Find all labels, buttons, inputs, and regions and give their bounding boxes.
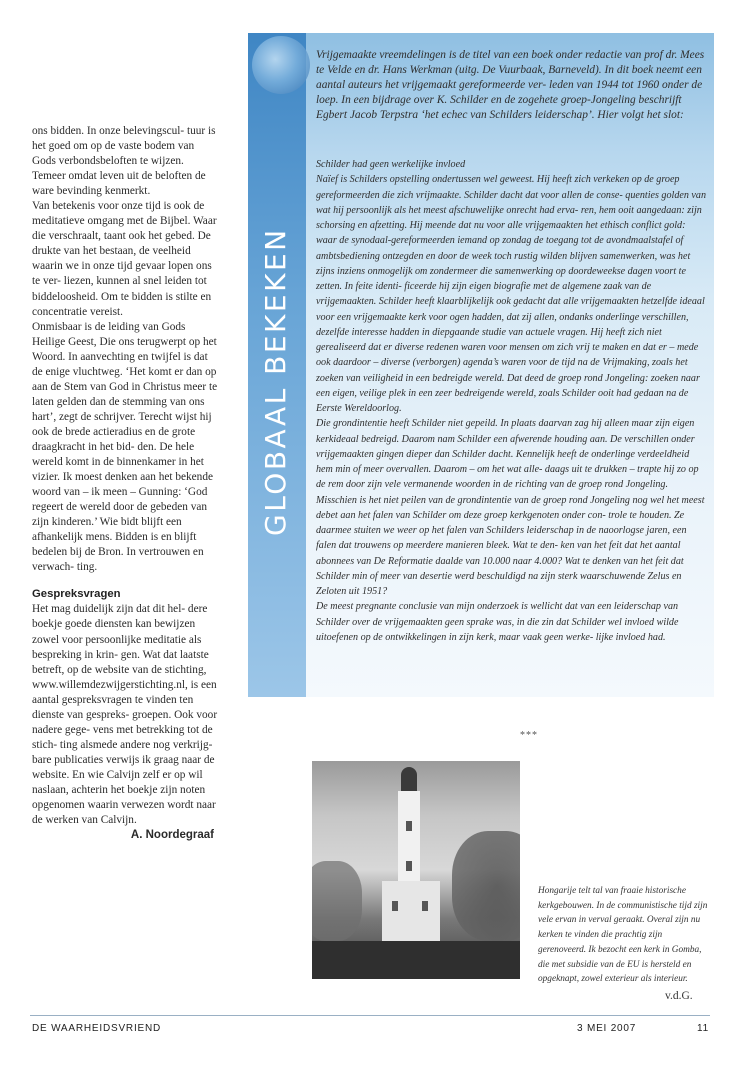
article-paragraph-4: De meest pregnante conclusie van mijn onderzoek is wellicht dat van een leiderschap van Schilder over de vrijgemaakten geen sprake was, in die zin dat Schilder wel invloed wilde uitoefenen op de ontwikkelingen in zijn kerk, maar vaak geen werke- lijke invloed had. xyxy=(316,601,679,643)
section-label: GLOBAAL BEKEKEN xyxy=(259,227,292,536)
footer-date: 3 MEI 2007 xyxy=(577,1023,637,1034)
left-column xyxy=(32,124,218,843)
left-paragraph-3: Onmisbaar is de leiding van Gods Heilige Geest, Die ons terugwerpt op het Woord. In aanvechting en twijfel is dat de enige vluchtweg. ‘Het komt er dan op aan de Stem van God in Christus meer te laten gelden dan de stemming van ons hart’, zegt de schrijver. Terecht wijst hij ook de brede actieradius en de grote draagkracht in het bid- den. De hele wereld komt in de binnenkamer in het vizier. Ik moest denken aan het bekende woord van – ik meen – Gunning: ‘God regeert de wereld door de gebeden van zijn kinderen.’ Wie bidt blijft een afhankelijk mens. Bidden is en blijft bedelen bij de Bron. In vertrouwen en verwach- ting. xyxy=(32,320,218,574)
article-body xyxy=(316,157,708,645)
ground xyxy=(312,941,520,979)
article-paragraph-3: Misschien is het niet peilen van de grondintentie van de groep rond Jongeling nog wel het meest debet aan het falen van Schilder om deze groep kerkgenoten onder con- trole te houden. Ze daarmee stuiten we weer op het falen van Schilders leiderschap in de naoorlogse jaren, een falen dat trouwens op meerdere manieren bleek. Wat te den- ken van het feit dat het aantal abonnees van De Reformatie daalde van 10.000 naar 4.000? Wat te denken van het feit dat Schilder min of meer van desertie werd beschuldigd na zijn sterk waarschuwende Zelus en Zeloten uit 1951? xyxy=(316,494,705,597)
church-nave xyxy=(382,881,440,943)
footer-rule xyxy=(30,1015,710,1016)
tree-left xyxy=(312,861,362,941)
left-paragraph-2: Van betekenis voor onze tijd is ook de meditatieve omgang met de Bijbel. Waar die verschraalt, taant ook het gebed. De drukte van het bestaan, de veelheid waarin we in onze tijd gevaar lopen ons te ver- liezen, kunnen al snel leiden tot biddeloosheid. Om te bidden is stilte en concentratie vereist. xyxy=(32,200,217,318)
tower-window xyxy=(406,821,412,831)
footer-publication: DE WAARHEIDSVRIEND xyxy=(32,1023,162,1034)
article-paragraph-1: Naïef is Schilders opstelling ondertussen wel geweest. Hij heeft zich verkeken op de groep gereformeerden die zich vrijmaakte. Schilder dacht dat voor allen de conse- quenties golden van wat hij persoonlijk als het meest afschuwelijke onrecht had erva- ren, hem ooit aangedaan: zijn schorsing en afzetting. Hij meende dat nu voor alle vrijgemaakten het ethisch conflict gold: waar de synodaal-gereformeerden iemand op zondag de toegang tot de avondmaalstafel of ambtsbediening ontzegden en door de week toch rustig wilden blijven samenwerken, was het zijns inziens onmogelijk om zondermeer die samenwerking op doordeweekse dagen voort te zetten. In feite identi- ficeerde hij zijn eigen biografie met de algemene zaak van de vrijgemaakten. Schilder heeft klaarblijkelijk ook gedacht dat alle vrijgemaakten hetzelfde ideaal voor een vrijgemaakte kerk voor ogen hadden, dat zij allen, ondanks onderlinge verschillen, dezelfde interesse hadden in diepgaande studie van actuele vragen. Hij heeft zich niet gerealiseerd dat er diverse redenen waren voor mensen om zich vrij te maken en dat er – mede ook daardoor – diverse (verborgen) agenda’s waren voor de tijd na de Vrijmaking, zoals het zoeken van veiligheid in een bedreigde wereld. Dat deed de groep rond Jongeling: zoeken naar een eigen, veilige plek in een zeer bedreigende wereld, zoals Schilder ooit had gedaan na de Eerste Wereldoorlog. xyxy=(316,174,706,414)
tower-window xyxy=(406,861,412,871)
church-photo xyxy=(312,761,520,979)
discussion-questions-heading: Gespreksvragen xyxy=(32,588,121,601)
caption-text: Hongarije telt tal van fraaie historische kerkgebouwen. In de communistische tijd zijn vele ervan in verval geraakt. Overal zijn nu kerken te vinden die prachtig zijn gerenoveerd. Ik bezocht een kerk in Gomba, die met subsidie van de EU is hersteld en opgeknapt, zowel exterieur als interieur. xyxy=(538,886,708,985)
nave-window xyxy=(392,901,398,911)
globe-icon xyxy=(252,36,310,94)
photo-caption xyxy=(538,884,708,987)
footer-page-number: 11 xyxy=(697,1023,709,1034)
section-separator: *** xyxy=(520,730,538,741)
author-initials: v.d.G. xyxy=(665,990,693,1002)
left-paragraph-4: Het mag duidelijk zijn dat dit hel- dere boekje goede diensten kan bewijzen zowel voor persoonlijke meditatie als bespreking in krin- gen. Wat dat laatste betreft, op de website van de stichting, www.willemdezwijgerstichting.nl, is een aantal gespreksvragen te vinden ten dienste van gespreks- groepen. Ook voor nadere gege- vens met betrekking tot de stich- ting alsmede andere nog verkrijg- bare publicaties verwijs ik graag naar de website. En wie Calvijn zelf er op wil naslaan, achterin het boekje zijn noten opgenomen waarin verwezen wordt naar de werken van Calvijn. xyxy=(32,603,218,827)
left-paragraph-1: ons bidden. In onze belevingscul- tuur is het goed om op de vaste bodem van Gods verbondsbeloften te wijzen. Temeer omdat leven uit de beloften de ware bevinding kenmerkt. xyxy=(32,125,216,198)
nave-window xyxy=(422,901,428,911)
intro-text: Vrijgemaakte vreemdelingen is de titel van een boek onder redactie van prof dr. Mees te Velde en dr. Hans Werkman (uitg. De Vuurbaak, Barneveld). In dit boek neemt een aantal auteurs het vrijgemaakt gereformeerde ver- leden van 1944 tot 1960 onder de loep. In een bijdrage over K. Schilder en de zogehete groep-Jongeling beschrijft Egbert Jacob Terpstra ‘het echec van Schilders leiderschap’. Hier volgt het slot: xyxy=(316,49,705,122)
article-paragraph-2: Die grondintentie heeft Schilder niet gepeild. In plaats daarvan zag hij alleen maar zijn eigen kerkideaal bedreigd. Daarom nam Schilder een afwerende houding aan. De verschillen onder vrijgemaakten gingen dieper dan Schilder dacht. Kennelijk heeft de onderlinge verdeeldheid hem min of meer overvallen. Daarom – om het wat alle- daags uit te drukken – trapte hij zo op de rem door zijn vele vermanende woorden in de richting van de groep rond Jongeling. xyxy=(316,418,699,491)
tree-right xyxy=(452,831,520,941)
intro-paragraph xyxy=(316,48,708,123)
author-signature: A. Noordegraaf xyxy=(130,829,214,842)
article-subheading: Schilder had geen werkelijke invloed xyxy=(316,159,466,170)
